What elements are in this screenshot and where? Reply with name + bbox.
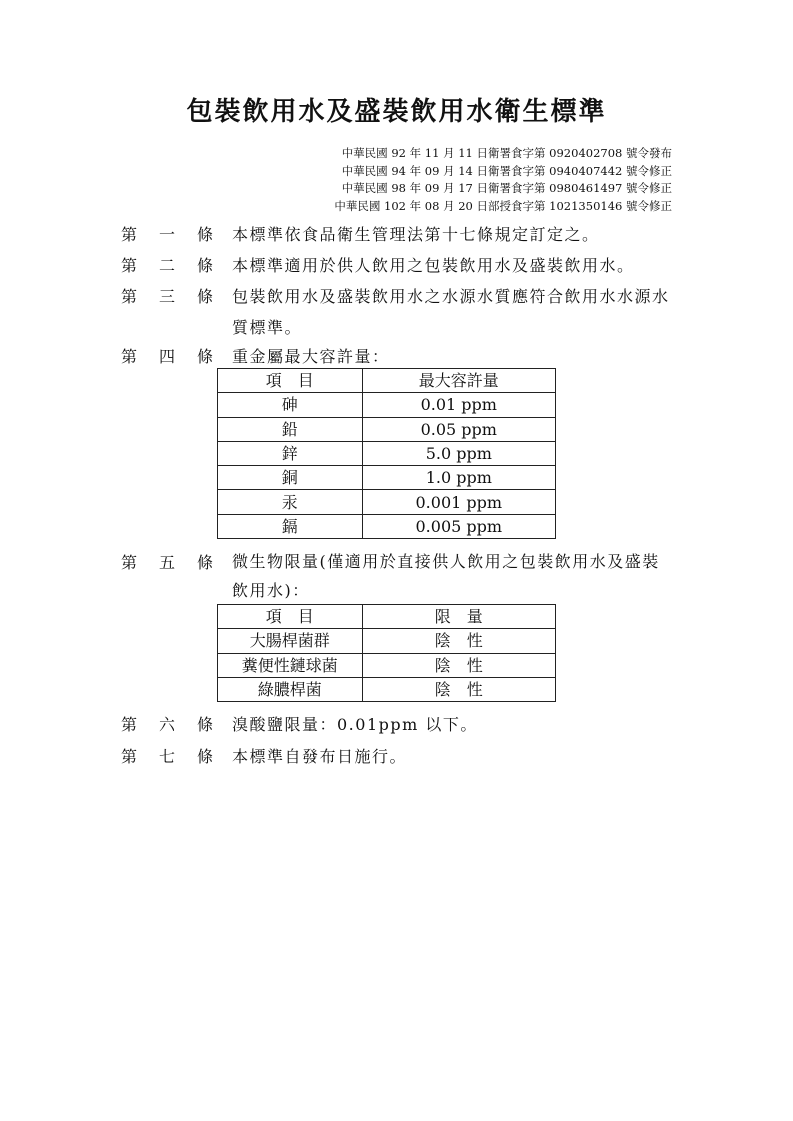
- label-char: 二: [158, 256, 175, 275]
- label-char: 條: [196, 256, 213, 275]
- table-cell: 5.0 ppm: [362, 441, 555, 465]
- label-char: 條: [196, 715, 213, 734]
- table-cell: 糞便性鏈球菌: [218, 653, 363, 677]
- label-char: 第: [121, 347, 138, 366]
- table-header: 項 目: [218, 369, 363, 393]
- table-row: [218, 653, 556, 677]
- article-2-text: 本標準適用於供人飲用之包裝飲用水及盛裝飲用水。: [232, 256, 635, 275]
- label-char: 第: [121, 553, 138, 572]
- table-row: [218, 466, 556, 490]
- article-3-label: [121, 286, 213, 308]
- label-char: 條: [196, 225, 213, 244]
- table-row: [218, 677, 556, 701]
- article-1-label: [121, 224, 213, 246]
- article-2-label: [121, 255, 213, 277]
- table-cell: 砷: [218, 393, 363, 417]
- article-7-text: 本標準自發布日施行。: [232, 747, 408, 766]
- label-char: 第: [121, 747, 138, 766]
- table-row: [218, 417, 556, 441]
- table-cell: 1.0 ppm: [362, 466, 555, 490]
- label-char: 條: [196, 287, 213, 306]
- article-5-label: [121, 552, 213, 574]
- amendment-history: [334, 145, 672, 215]
- table-cell: 鋅: [218, 441, 363, 465]
- label-char: 六: [158, 715, 175, 734]
- table-cell: 0.01 ppm: [362, 393, 555, 417]
- table-cell: 0.001 ppm: [362, 490, 555, 514]
- table-cell: 陰 性: [362, 629, 555, 653]
- article-3-text: 包裝飲用水及盛裝飲用水之水源水質應符合飲用水水源水質標準。: [232, 287, 670, 337]
- table-cell: 綠膿桿菌: [218, 677, 363, 701]
- table-cell: 鉛: [218, 417, 363, 441]
- table-header: 最大容許量: [362, 369, 555, 393]
- table-cell: 陰 性: [362, 653, 555, 677]
- article-4-text: 重金屬最大容許量：: [232, 347, 390, 366]
- table-row: [218, 629, 556, 653]
- label-char: 條: [196, 347, 213, 366]
- article-7-label: [121, 746, 213, 768]
- table-row: [218, 490, 556, 514]
- microbial-limits-table: [217, 604, 556, 702]
- label-char: 七: [158, 747, 175, 766]
- label-char: 一: [158, 225, 175, 244]
- table-header: 項 目: [218, 605, 363, 629]
- table-header-row: [218, 369, 556, 393]
- table-cell: 陰 性: [362, 677, 555, 701]
- table-cell: 汞: [218, 490, 363, 514]
- history-line: 中華民國 92 年 11 月 11 日衛署食字第 0920402708 號令發布: [341, 146, 672, 160]
- table-row: [218, 393, 556, 417]
- label-char: 第: [121, 715, 138, 734]
- table-cell: 鎘: [218, 514, 363, 538]
- label-char: 五: [158, 553, 175, 572]
- article-6-label: [121, 714, 213, 736]
- label-char: 第: [121, 287, 138, 306]
- label-char: 第: [121, 256, 138, 275]
- label-char: 第: [121, 225, 138, 244]
- article-5-text: 微生物限量(僅適用於直接供人飲用之包裝飲用水及盛裝飲用水)：: [232, 552, 660, 600]
- label-char: 條: [196, 553, 213, 572]
- table-cell: 銅: [218, 466, 363, 490]
- label-char: 三: [158, 287, 175, 306]
- table-header: 限 量: [362, 605, 555, 629]
- table-header-row: [218, 605, 556, 629]
- history-line: 中華民國 102 年 08 月 20 日部授食字第 1021350146 號令修正: [334, 198, 672, 213]
- history-line: 中華民國 98 年 09 月 17 日衛署食字第 0980461497 號令修正: [341, 181, 672, 195]
- article-6-text: 溴酸鹽限量：0.01ppm 以下。: [232, 715, 478, 734]
- history-line: 中華民國 94 年 09 月 14 日衛署食字第 0940407442 號令修正: [341, 163, 672, 178]
- heavy-metals-table: [217, 368, 556, 539]
- table-row: [218, 441, 556, 465]
- article-4-label: [121, 346, 213, 368]
- table-cell: 大腸桿菌群: [218, 629, 363, 653]
- table-cell: 0.05 ppm: [362, 417, 555, 441]
- table-row: [218, 514, 556, 538]
- label-char: 條: [196, 747, 213, 766]
- document-title: 包裝飲用水及盛裝飲用水衛生標準: [186, 97, 607, 127]
- label-char: 四: [158, 347, 175, 366]
- article-1-text: 本標準依食品衛生管理法第十七條規定訂定之。: [232, 225, 600, 244]
- table-cell: 0.005 ppm: [362, 514, 555, 538]
